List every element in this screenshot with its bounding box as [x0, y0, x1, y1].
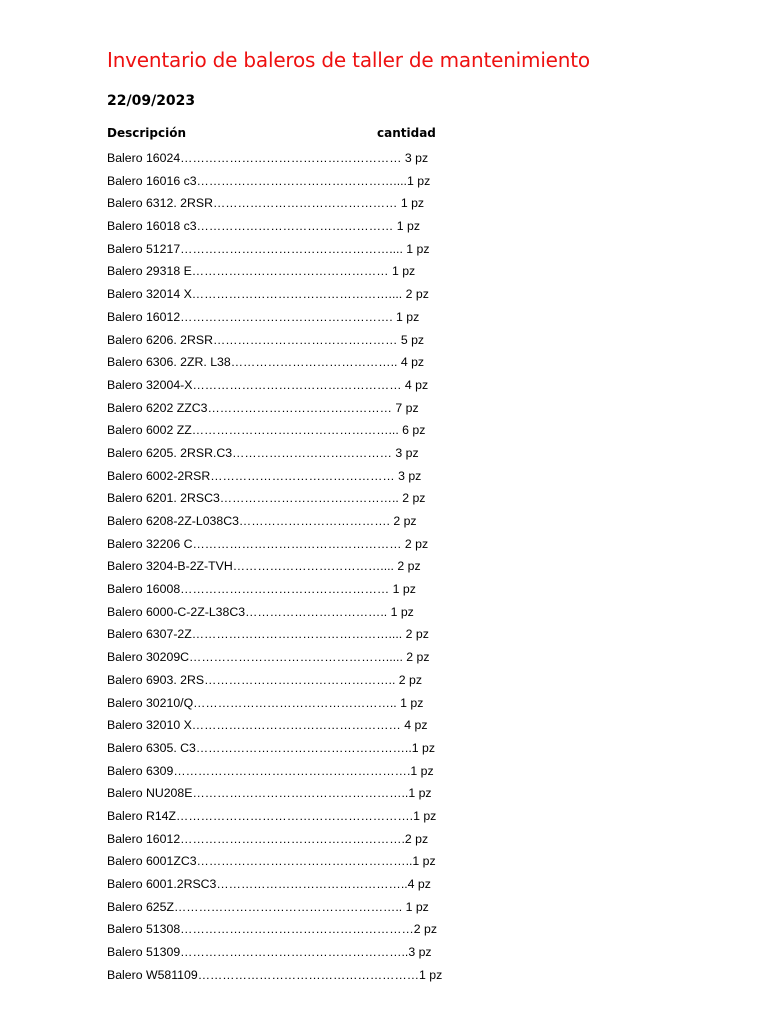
inventory-item: Balero 16012……………………………………………. 1 pz [107, 309, 420, 324]
inventory-item: Balero 6001.2RSC3………………………………………..4 pz [107, 877, 431, 891]
inventory-item: Balero 32004-X…………………………………………… 4 pz [107, 377, 429, 392]
inventory-item: Balero 6208-2Z-L038C3………………………………. 2 pz [107, 514, 417, 528]
inventory-item: Balero 32014 X………………………………………….... 2 pz [107, 287, 429, 302]
inventory-item: Balero NU208E……………………………………………..1 pz [107, 786, 432, 801]
inventory-list [107, 147, 442, 986]
column-header-quantity: cantidad [377, 126, 436, 140]
document-date: 22/09/2023 [107, 93, 196, 109]
inventory-item: Balero 6202 ZZC3……………………………………… 7 pz [107, 400, 419, 415]
inventory-item: Balero 29318 E………………………………………… 1 pz [107, 264, 416, 279]
inventory-item: Balero R14Z………………………………………………….1 pz [107, 808, 437, 823]
inventory-item: Balero 51308…………………………………………………2 pz [107, 922, 438, 937]
document-title: Inventario de baleros de taller de mantenimiento [107, 48, 590, 72]
inventory-item: Balero 16018 c3………………………………………… 1 pz [107, 219, 420, 234]
inventory-item: Balero 6201. 2RSC3…………………………………….. 2 pz [107, 491, 426, 506]
inventory-item: Balero 6002 ZZ…………………………………………... 6 pz [107, 423, 426, 438]
inventory-item: Balero 30210/Q………………………………………….. 1 pz [107, 695, 424, 710]
inventory-item: Balero 32206 C…………………………………………… 2 pz [107, 536, 429, 551]
inventory-item: Balero 6312. 2RSR……………………………………… 1 pz [107, 196, 425, 211]
inventory-item: Balero 6307-2Z………………………………………….... 2 pz [107, 627, 429, 642]
inventory-item: Balero 6206. 2RSR……………………………………… 5 pz [107, 332, 425, 347]
inventory-item: Balero 625Z……………………………………………….. 1 pz [107, 899, 429, 914]
inventory-item: Balero 51309………………………………………………..3 pz [107, 945, 432, 960]
inventory-item: Balero 16008…………………………………………… 1 pz [107, 582, 416, 597]
inventory-item: Balero 6002-2RSR……………………………………… 3 pz [107, 468, 422, 483]
inventory-item: Balero 3204-B-2Z-TVH……………………………….... 2 pz [107, 559, 421, 574]
inventory-item: Balero 6903. 2RS……………………………………….. 2 pz [107, 672, 423, 687]
inventory-item: Balero 6305. C3……………………………………………..1 pz [107, 740, 435, 755]
inventory-item: Balero W581109………………………………………………1 pz [107, 967, 443, 982]
inventory-item: Balero 6205. 2RSR.C3………………………………… 3 pz [107, 445, 419, 460]
inventory-item: Balero 16016 c3…………………………………………....1 pz [107, 173, 431, 188]
inventory-item: Balero 32010 X…………………………………………… 4 pz [107, 718, 428, 733]
inventory-item: Balero 30209C…………………………………………..... 2 pz [107, 650, 430, 665]
inventory-item: Balero 6306. 2ZR. L38………………………………….. 4 pz [107, 355, 425, 370]
inventory-item: Balero 51217…………………………………………….... 1 pz [107, 241, 430, 256]
inventory-item: Balero 6000-C-2Z-L38C3…………………………….. 1 pz [107, 604, 414, 619]
inventory-item: Balero 6001ZC3……………………………………………..1 pz [107, 854, 436, 869]
inventory-item: Balero 16024……………………………………………… 3 pz [107, 151, 429, 165]
column-header-description: Descripción [107, 126, 186, 140]
inventory-item: Balero 16012……………………………………………….2 pz [107, 831, 429, 846]
inventory-item: Balero 6309………………………………………………….1 pz [107, 763, 434, 778]
